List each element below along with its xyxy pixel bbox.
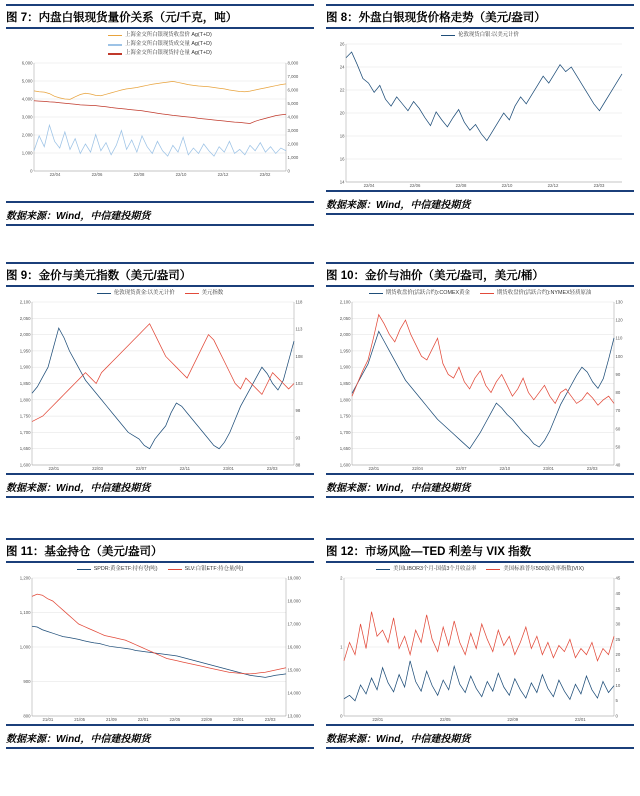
legend-item xyxy=(97,289,175,298)
svg-text:1,950: 1,950 xyxy=(19,348,31,354)
svg-text:0: 0 xyxy=(340,713,343,719)
svg-text:8,000: 8,000 xyxy=(287,60,299,66)
svg-text:1,100: 1,100 xyxy=(19,610,31,616)
svg-text:118: 118 xyxy=(295,299,303,305)
legend-swatch-icon xyxy=(185,293,199,295)
legend-fig10 xyxy=(320,287,640,298)
chart-fig10 xyxy=(326,298,634,473)
svg-text:22/01: 22/01 xyxy=(372,717,384,723)
caption-fig11: 图 11：基金持仓（美元/盎司） xyxy=(6,546,163,558)
legend-item xyxy=(108,31,212,40)
svg-text:23/03: 23/03 xyxy=(593,183,605,189)
svg-text:45: 45 xyxy=(615,575,621,581)
source-fig12: 数据来源：Wind，中信建投期货 xyxy=(326,734,471,746)
legend-swatch-icon xyxy=(77,569,91,571)
legend-item xyxy=(77,565,158,574)
svg-text:1,750: 1,750 xyxy=(339,413,351,419)
svg-text:60: 60 xyxy=(615,426,621,432)
svg-text:40: 40 xyxy=(615,462,621,468)
chart-svg-fig11 xyxy=(6,574,314,724)
legend-item xyxy=(441,31,519,40)
svg-text:1,900: 1,900 xyxy=(19,364,31,370)
panel-fig10 xyxy=(320,258,640,516)
svg-text:22/10: 22/10 xyxy=(175,171,187,177)
svg-text:23/01: 23/01 xyxy=(543,466,554,472)
svg-text:0: 0 xyxy=(615,713,618,719)
chart-svg-fig12 xyxy=(326,574,634,724)
legend-label: 上海金交所白银现货成交量 Ag(T+D) xyxy=(125,41,212,48)
svg-text:22/09: 22/09 xyxy=(507,717,519,723)
svg-text:40: 40 xyxy=(615,591,621,597)
svg-text:22/06: 22/06 xyxy=(91,171,103,177)
svg-text:2,050: 2,050 xyxy=(19,315,31,321)
svg-text:18,000: 18,000 xyxy=(287,598,301,604)
svg-text:1,000: 1,000 xyxy=(287,154,299,160)
chart-svg-fig8 xyxy=(326,40,634,190)
legend-label: 上海金交所白银现货持仓量 Ag(T+D) xyxy=(125,50,212,57)
source-fig9: 数据来源：Wind，中信建投期货 xyxy=(6,483,151,495)
legend-item xyxy=(486,565,584,574)
svg-text:5,000: 5,000 xyxy=(287,100,299,106)
svg-text:20: 20 xyxy=(339,110,345,116)
svg-text:22/06: 22/06 xyxy=(409,183,421,189)
svg-text:2,000: 2,000 xyxy=(339,332,351,338)
svg-text:22/07: 22/07 xyxy=(135,466,147,472)
svg-text:22/05: 22/05 xyxy=(169,717,181,723)
legend-fig8 xyxy=(320,29,640,40)
legend-item xyxy=(108,49,212,58)
svg-text:1,000: 1,000 xyxy=(19,644,31,650)
svg-text:80: 80 xyxy=(615,390,621,396)
svg-text:1,600: 1,600 xyxy=(339,462,351,468)
svg-text:4,000: 4,000 xyxy=(21,96,33,102)
svg-text:93: 93 xyxy=(295,435,301,441)
svg-text:14,000: 14,000 xyxy=(287,690,301,696)
source-fig8: 数据来源：Wind，中信建投期货 xyxy=(326,200,471,212)
svg-text:22/01: 22/01 xyxy=(368,466,380,472)
divider-bottom-fig11 xyxy=(6,747,314,749)
svg-text:108: 108 xyxy=(295,354,303,360)
svg-text:10: 10 xyxy=(615,683,621,689)
svg-text:13,000: 13,000 xyxy=(287,713,301,719)
svg-text:17,000: 17,000 xyxy=(287,621,301,627)
svg-text:70: 70 xyxy=(615,408,621,414)
svg-text:22/08: 22/08 xyxy=(133,171,145,177)
svg-text:6,000: 6,000 xyxy=(287,87,299,93)
svg-text:23/03: 23/03 xyxy=(266,466,278,472)
svg-text:16,000: 16,000 xyxy=(287,644,301,650)
legend-swatch-icon xyxy=(97,293,111,295)
legend-fig11 xyxy=(0,563,320,574)
legend-label: SLV:白银ETF:持仓量(吨) xyxy=(184,566,244,572)
svg-text:22/10: 22/10 xyxy=(499,466,511,472)
caption-fig8: 图 8：外盘白银现货价格走势（美元/盎司） xyxy=(326,12,546,24)
svg-text:6,000: 6,000 xyxy=(21,60,33,66)
legend-label: 美国LIBOR3个月-国债3个月收益率 xyxy=(393,566,477,572)
svg-text:110: 110 xyxy=(615,335,623,341)
svg-text:26: 26 xyxy=(339,41,345,47)
source-fig11: 数据来源：Wind，中信建投期货 xyxy=(6,734,151,746)
chart-fig8 xyxy=(326,40,634,190)
svg-text:1,900: 1,900 xyxy=(339,364,351,370)
legend-label: 伦敦现货黄金:以美元计价 xyxy=(113,290,175,296)
svg-text:1,800: 1,800 xyxy=(19,397,31,403)
svg-text:22/05: 22/05 xyxy=(439,717,451,723)
svg-text:1,600: 1,600 xyxy=(19,462,31,468)
svg-text:20: 20 xyxy=(615,652,621,658)
svg-text:30: 30 xyxy=(615,621,621,627)
svg-text:98: 98 xyxy=(295,408,301,414)
svg-text:22/07: 22/07 xyxy=(455,466,467,472)
caption-fig10: 图 10：金价与油价（美元/盎司，美元/桶） xyxy=(326,270,544,282)
legend-label: 期货收盘价(活跃合约):COMEX黄金 xyxy=(385,290,470,296)
svg-text:2,050: 2,050 xyxy=(339,315,351,321)
legend-item xyxy=(185,289,224,298)
svg-text:14: 14 xyxy=(339,179,345,185)
svg-text:2,000: 2,000 xyxy=(19,332,31,338)
svg-text:2,000: 2,000 xyxy=(21,132,33,138)
svg-text:21/09: 21/09 xyxy=(105,717,117,723)
chart-svg-fig10 xyxy=(326,298,634,473)
svg-text:5: 5 xyxy=(615,698,618,704)
svg-text:1,850: 1,850 xyxy=(19,381,31,387)
svg-text:3,000: 3,000 xyxy=(21,114,33,120)
chart-svg-fig7 xyxy=(6,59,314,179)
svg-text:35: 35 xyxy=(615,606,621,612)
legend-item xyxy=(108,40,212,49)
legend-item xyxy=(369,289,470,298)
divider-bottom-fig12 xyxy=(326,747,634,749)
legend-fig12 xyxy=(320,563,640,574)
legend-label: 期货收盘价(活跃合约):NYMEX轻质原油 xyxy=(496,290,592,296)
svg-text:23/01: 23/01 xyxy=(574,717,586,723)
legend-swatch-icon xyxy=(486,569,500,571)
svg-text:23/03: 23/03 xyxy=(586,466,598,472)
svg-text:5,000: 5,000 xyxy=(21,78,33,84)
svg-text:900: 900 xyxy=(23,679,31,685)
svg-text:22/04: 22/04 xyxy=(49,171,61,177)
panel-fig8 xyxy=(320,0,640,258)
svg-text:15,000: 15,000 xyxy=(287,667,301,673)
chart-fig11 xyxy=(6,574,314,724)
legend-swatch-icon xyxy=(376,569,390,571)
divider-bottom-fig9 xyxy=(6,496,314,498)
svg-text:103: 103 xyxy=(295,381,303,387)
svg-text:19,000: 19,000 xyxy=(287,575,301,581)
svg-text:1,950: 1,950 xyxy=(339,348,351,354)
legend-swatch-icon xyxy=(441,35,455,37)
svg-text:3,000: 3,000 xyxy=(287,127,299,133)
divider-bottom-fig7 xyxy=(6,224,314,226)
legend-item xyxy=(376,565,476,574)
svg-text:2: 2 xyxy=(340,575,343,581)
panel-fig9 xyxy=(0,258,320,516)
svg-text:1,700: 1,700 xyxy=(339,430,351,436)
caption-fig7: 图 7：内盘白银现货量价关系（元/千克，吨） xyxy=(6,12,238,24)
svg-text:120: 120 xyxy=(615,317,623,323)
svg-text:800: 800 xyxy=(23,713,31,719)
legend-swatch-icon xyxy=(108,35,122,37)
svg-text:22/11: 22/11 xyxy=(179,466,191,472)
svg-text:22/01: 22/01 xyxy=(137,717,149,723)
svg-text:22/09: 22/09 xyxy=(201,717,213,723)
divider-bottom-fig10 xyxy=(326,496,634,498)
svg-text:23/01: 23/01 xyxy=(223,466,234,472)
svg-text:1,700: 1,700 xyxy=(19,430,31,436)
chart-fig12 xyxy=(326,574,634,724)
svg-text:22/01: 22/01 xyxy=(48,466,60,472)
svg-text:1,650: 1,650 xyxy=(339,446,351,452)
legend-fig9 xyxy=(0,287,320,298)
source-fig7: 数据来源：Wind，中信建投期货 xyxy=(6,210,151,222)
svg-text:23/02: 23/02 xyxy=(259,171,271,177)
caption-fig9: 图 9：金价与美元指数（美元/盎司） xyxy=(6,270,192,282)
svg-text:21/01: 21/01 xyxy=(42,717,54,723)
panel-fig12 xyxy=(320,516,640,774)
svg-text:22/10: 22/10 xyxy=(501,183,513,189)
svg-text:22/12: 22/12 xyxy=(547,183,559,189)
svg-text:22: 22 xyxy=(339,87,345,93)
chart-fig9 xyxy=(6,298,314,473)
legend-label: 上海金交所白银现货收盘价 Ag(T+D) xyxy=(125,32,212,38)
svg-text:22/08: 22/08 xyxy=(455,183,467,189)
svg-text:1,000: 1,000 xyxy=(21,150,33,156)
legend-swatch-icon xyxy=(108,53,122,55)
svg-text:2,100: 2,100 xyxy=(19,299,31,305)
legend-label: 美元指数 xyxy=(201,290,224,296)
svg-text:18: 18 xyxy=(339,133,345,139)
caption-fig12: 图 12：市场风险—TED 利差与 VIX 指数 xyxy=(326,546,532,558)
svg-text:88: 88 xyxy=(295,462,301,468)
svg-text:2,000: 2,000 xyxy=(287,141,299,147)
legend-item xyxy=(168,565,244,574)
legend-fig7 xyxy=(0,29,320,59)
svg-text:24: 24 xyxy=(339,64,345,70)
svg-text:1: 1 xyxy=(340,644,343,650)
legend-label: SPDR:黄金ETF:持有량(吨) xyxy=(93,566,158,572)
svg-text:1,800: 1,800 xyxy=(339,397,351,403)
svg-text:22/04: 22/04 xyxy=(412,466,423,472)
svg-text:16: 16 xyxy=(339,156,345,162)
legend-item xyxy=(480,289,591,298)
chart-fig7 xyxy=(6,59,314,179)
svg-text:22/12: 22/12 xyxy=(217,171,229,177)
chart-svg-fig9 xyxy=(6,298,314,473)
svg-text:23/01: 23/01 xyxy=(232,717,244,723)
svg-text:15: 15 xyxy=(615,667,621,673)
svg-text:4,000: 4,000 xyxy=(287,114,299,120)
svg-text:21/05: 21/05 xyxy=(74,717,86,723)
divider-bottom-fig8 xyxy=(326,213,634,215)
panel-fig11 xyxy=(0,516,320,774)
svg-text:25: 25 xyxy=(615,637,621,643)
legend-label: 伦敦现货白银:以美元计价 xyxy=(458,32,519,38)
panel-fig7 xyxy=(0,0,320,258)
svg-text:1,750: 1,750 xyxy=(19,413,31,419)
svg-text:50: 50 xyxy=(615,444,621,450)
svg-text:2,100: 2,100 xyxy=(339,299,351,305)
svg-text:0: 0 xyxy=(30,168,33,174)
svg-text:130: 130 xyxy=(615,299,623,305)
svg-text:22/03: 22/03 xyxy=(92,466,103,472)
svg-text:113: 113 xyxy=(295,326,303,332)
legend-swatch-icon xyxy=(108,44,122,46)
legend-swatch-icon xyxy=(369,293,383,295)
svg-text:90: 90 xyxy=(615,372,621,378)
legend-swatch-icon xyxy=(168,569,182,571)
svg-text:100: 100 xyxy=(615,354,623,360)
svg-text:0: 0 xyxy=(287,168,290,174)
svg-text:1,200: 1,200 xyxy=(19,575,31,581)
legend-swatch-icon xyxy=(480,293,494,295)
svg-text:22/04: 22/04 xyxy=(363,183,375,189)
svg-text:23/03: 23/03 xyxy=(264,717,276,723)
legend-label: 美国标准普尔500波动率指数(VIX) xyxy=(503,566,584,572)
svg-text:1,650: 1,650 xyxy=(19,446,31,452)
svg-text:1,850: 1,850 xyxy=(339,381,351,387)
svg-text:7,000: 7,000 xyxy=(287,73,299,79)
source-fig10: 数据来源：Wind，中信建投期货 xyxy=(326,483,471,495)
